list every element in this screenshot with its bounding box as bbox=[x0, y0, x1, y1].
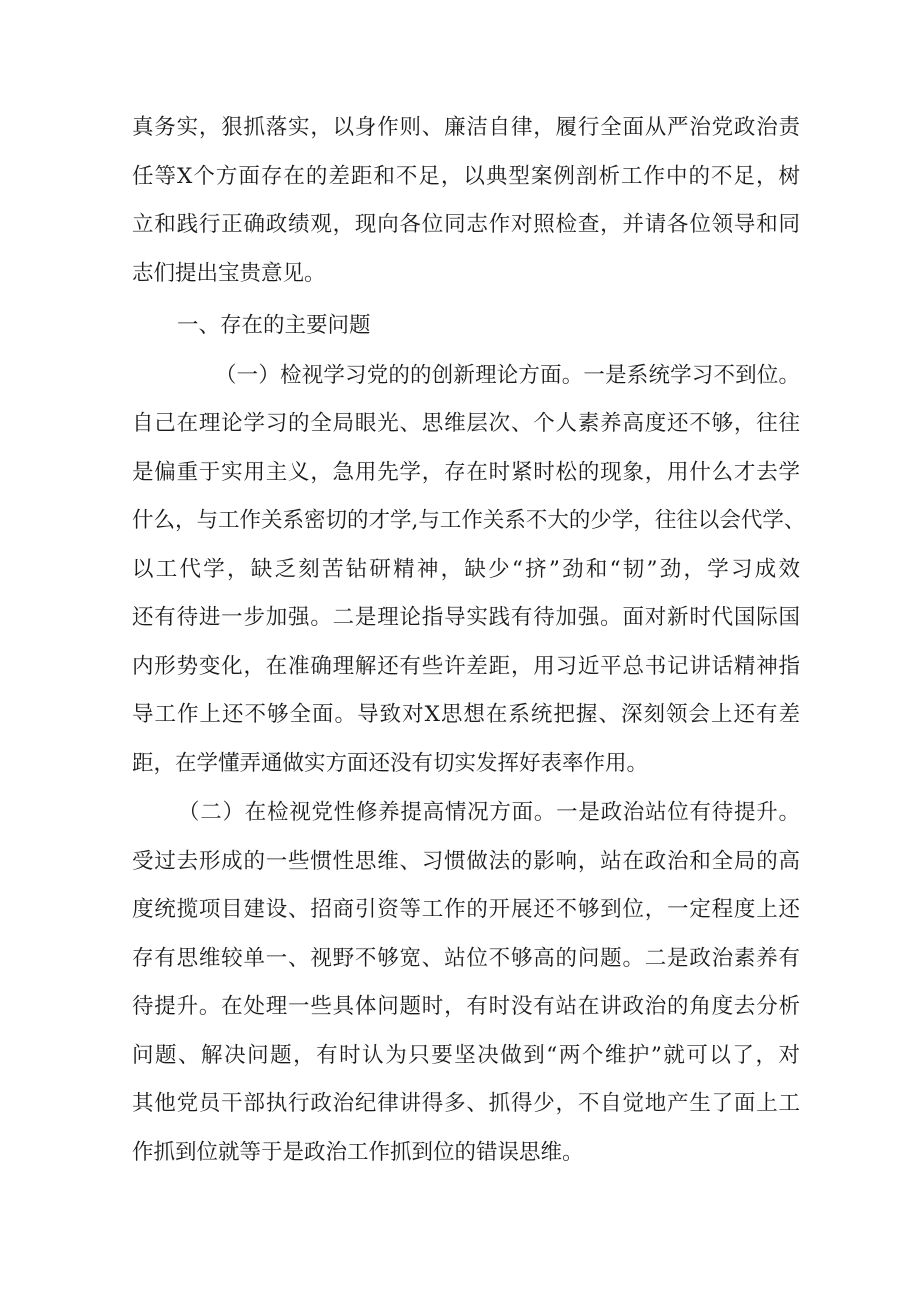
paragraph-line: 度统揽项目建设、招商引资等工作的开展还不够到位，一定程度上还 bbox=[132, 897, 800, 922]
intro-line: 立和践行正确政绩观，现向各位同志作对照检查，并请各位领导和同 bbox=[132, 212, 800, 237]
paragraph-line: 以工代学，缺乏刻苦钻研精神，缺少“挤”劲和“韧”劲，学习成效 bbox=[132, 557, 800, 582]
intro-line: 真务实，狠抓落实，以身作则、廉洁自律，履行全面从严治党政治责 bbox=[132, 115, 800, 140]
section-heading: 一、存在的主要问题 bbox=[177, 313, 371, 338]
paragraph-line: 受过去形成的一些惯性思维、习惯做法的影响，站在政治和全局的高 bbox=[132, 849, 800, 874]
paragraph-line: 什么，与工作关系密切的才学,与工作关系不大的少学，往往以会代学、 bbox=[132, 508, 806, 533]
paragraph-line: 作抓到位就等于是政治工作抓到位的错误思维。 bbox=[132, 1140, 584, 1165]
paragraph-line: （一）检视学习党的的创新理论方面。一是系统学习不到位。 bbox=[215, 363, 800, 388]
paragraph-line: 待提升。在处理一些具体问题时，有时没有站在讲政治的角度去分析 bbox=[132, 994, 800, 1019]
intro-line: 任等X个方面存在的差距和不足，以典型案例剖析工作中的不足，树 bbox=[132, 164, 800, 189]
paragraph-line: （二）在检视党性修养提高情况方面。一是政治站位有待提升。 bbox=[178, 800, 800, 825]
paragraph-line: 存有思维较单一、视野不够宽、站位不够高的问题。二是政治素养有 bbox=[132, 946, 800, 971]
paragraph-line: 是偏重于实用主义，急用先学，存在时紧时松的现象，用什么才去学 bbox=[132, 460, 800, 485]
paragraph-line: 导工作上还不够全面。导致对X思想在系统把握、深刻领会上还有差 bbox=[132, 702, 800, 727]
paragraph-line: 还有待进一步加强。二是理论指导实践有待加强。面对新时代国际国 bbox=[132, 605, 800, 630]
paragraph-line: 距，在学懂弄通做实方面还没有切实发挥好表率作用。 bbox=[132, 751, 649, 776]
paragraph-line: 其他党员干部执行政治纪律讲得多、抓得少，不自觉地产生了面上工 bbox=[132, 1091, 800, 1116]
paragraph-line: 问题、解决问题，有时认为只要坚决做到“两个维护”就可以了，对 bbox=[132, 1043, 800, 1068]
paragraph-line: 自己在理论学习的全局眼光、思维层次、个人素养高度还不够，往往 bbox=[132, 411, 800, 436]
paragraph-line: 内形势变化，在准确理解还有些许差距，用习近平总书记讲话精神指 bbox=[132, 654, 800, 679]
intro-line: 志们提出宝贵意见。 bbox=[132, 261, 326, 286]
